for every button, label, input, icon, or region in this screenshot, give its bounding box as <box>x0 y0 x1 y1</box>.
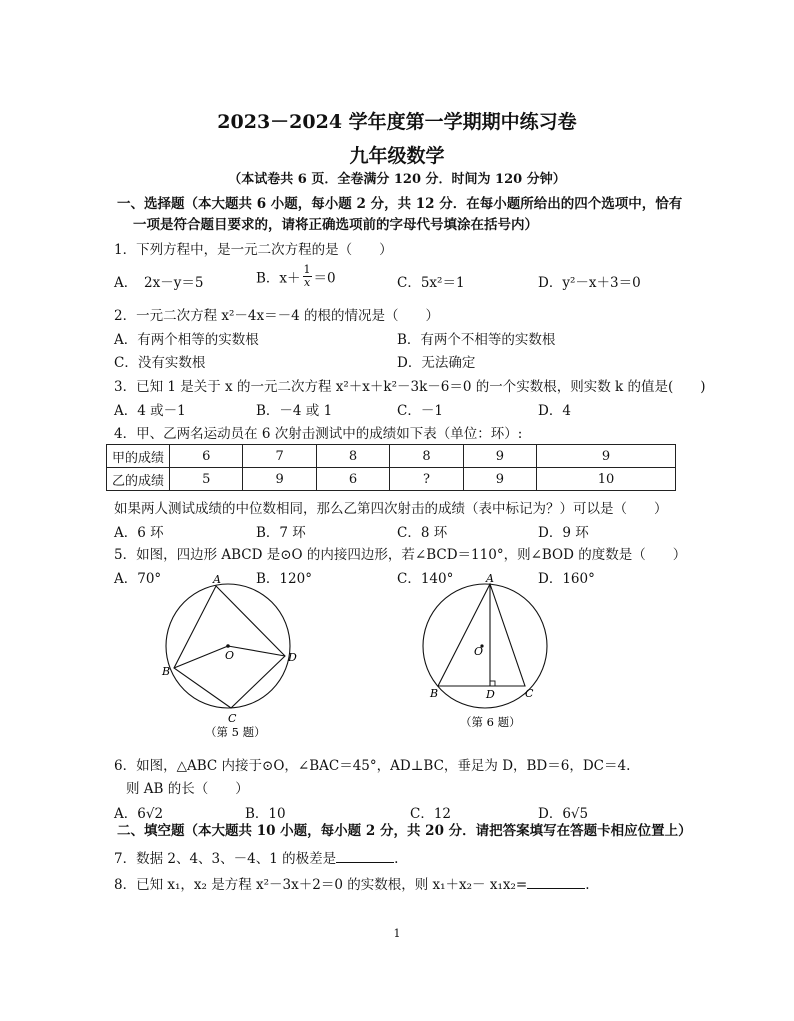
q8-answer-blank[interactable] <box>527 876 585 889</box>
q4-option-a: A．6 环 <box>114 525 164 541</box>
fig6-caption: （第 6 题） <box>460 715 521 729</box>
q3-option-b: B．－4 或 1 <box>256 403 333 419</box>
fig5-label-b: B <box>162 665 171 678</box>
fig6-label-b: B <box>430 687 439 700</box>
q2-option-d: D．无法确定 <box>397 355 476 371</box>
fig6-label-d: D <box>486 688 495 701</box>
q2-option-c: C．没有实数根 <box>114 355 206 371</box>
fig5-label-c: C <box>228 712 237 725</box>
q2-option-b: B．有两个不相等的实数根 <box>397 332 556 348</box>
q1-fraction <box>303 264 312 289</box>
fig6-label-o: O <box>474 645 484 658</box>
q1-option-b <box>256 264 336 289</box>
fig5-label-d: D <box>288 651 297 664</box>
q5-option-c: C．140° <box>397 571 454 587</box>
section1-heading-line1: 一、选择题（本大题共 6 小题，每小题 2 分，共 12 分．在每小题所给出的四个选项中，恰有 <box>117 196 683 212</box>
q2-option-a: A．有两个相等的实数根 <box>114 332 259 348</box>
table-row <box>107 468 676 491</box>
q3-option-a: A．4 或－1 <box>114 403 186 419</box>
fig5-segment-ob <box>174 646 228 668</box>
fig6-label-c: C <box>525 687 534 700</box>
exam-subtitle: 九年级数学 <box>349 145 445 167</box>
figure-5 <box>150 574 320 744</box>
q8 <box>114 873 590 893</box>
q5-stem: 5．如图，四边形 ABCD 是⊙O 的内接四边形，若∠BCD＝110°，则∠BOD 的度数是（ ） <box>114 547 687 563</box>
q6-option-c: C．12 <box>410 806 452 822</box>
table-cell: 8 <box>316 445 389 468</box>
q1-option-b-suffix: ＝0 <box>313 270 336 287</box>
q8-stem: 8．已知 x₁，x₂ 是方程 x²－3x＋2＝0 的实数根，则 x₁＋x₂－ x₁x₂= <box>114 877 528 893</box>
fig5-label-o: O <box>225 649 235 662</box>
table-cell: 6 <box>170 445 243 468</box>
q6-option-a: A．6√2 <box>114 806 164 822</box>
q7-end: . <box>394 851 399 867</box>
q4-option-b: B．7 环 <box>256 525 306 541</box>
fig6-triangle <box>438 584 525 686</box>
table-cell: 8 <box>390 445 463 468</box>
fig6-right-angle-mark <box>490 681 495 686</box>
table-cell: 9 <box>243 468 316 491</box>
table-cell: 10 <box>537 468 676 491</box>
section1-heading-line2: 一项是符合题目要求的，请将正确选项前的字母代号填涂在括号内） <box>133 217 538 233</box>
exam-note: （本试卷共 6 页．全卷满分 120 分．时间为 120 分钟） <box>228 172 566 187</box>
fig5-label-a: A <box>213 574 221 586</box>
exam-title: 2023－2024 学年度第一学期期中练习卷 <box>217 111 577 133</box>
q3-option-d: D．4 <box>538 403 571 419</box>
q1-option-c: C．5x²＝1 <box>397 275 465 291</box>
section2-heading: 二、填空题（本大题共 10 小题，每小题 2 分，共 20 分．请把答案填写在答题卡相应位置上） <box>117 823 692 839</box>
q4-option-c: C．8 环 <box>397 525 448 541</box>
q7 <box>114 847 398 867</box>
q3-stem: 3．已知 1 是关于 x 的一元二次方程 x²＋x＋k²－3k－6＝0 的一个实数根，则实数 k 的值是( ) <box>114 379 706 395</box>
fig6-label-a: A <box>486 572 494 585</box>
q6-option-d: D．6√5 <box>538 806 589 822</box>
q4-question: 如果两人测试成绩的中位数相同，那么乙第四次射击的成绩（表中标记为？）可以是（ ） <box>114 501 668 517</box>
q4-stem: 4．甲、乙两名运动员在 6 次射击测试中的成绩如下表（单位：环）: <box>114 426 523 442</box>
fig5-caption: （第 5 题） <box>205 725 266 739</box>
q1-stem: 1．下列方程中，是一元二次方程的是（ ） <box>114 242 393 258</box>
table-cell: ? <box>390 468 463 491</box>
q1-option-a: A． 2x－y＝5 <box>114 275 204 291</box>
q1-fraction-num: 1 <box>303 263 311 276</box>
table-cell: 9 <box>537 445 676 468</box>
q5-option-b: B．120° <box>256 571 312 587</box>
q8-end: . <box>585 877 590 893</box>
page-number: 1 <box>393 927 401 940</box>
q1-option-d: D．y²－x＋3＝0 <box>538 275 641 291</box>
table-cell: 9 <box>463 445 536 468</box>
table-cell: 9 <box>463 468 536 491</box>
table-cell: 乙的成绩 <box>107 468 170 491</box>
table-cell: 甲的成绩 <box>107 445 170 468</box>
q3-option-c: C．－1 <box>397 403 443 419</box>
fig5-quadrilateral <box>174 586 285 708</box>
figure-6 <box>410 570 570 740</box>
q6-stem-line2: 则 AB 的长（ ） <box>126 781 249 797</box>
table-row <box>107 445 676 468</box>
q4-option-d: D．9 环 <box>538 525 589 541</box>
q1-option-b-prefix: B．x＋ <box>256 270 301 287</box>
q5-option-d: D．160° <box>538 571 595 587</box>
q7-answer-blank[interactable] <box>336 850 394 863</box>
table-cell: 6 <box>316 468 389 491</box>
table-cell: 7 <box>243 445 316 468</box>
q7-stem: 7．数据 2、4、3、－4、1 的极差是 <box>114 851 337 867</box>
fig5-center-dot <box>226 644 230 648</box>
q6-option-b: B．10 <box>245 806 286 822</box>
q5-option-a: A．70° <box>114 571 162 587</box>
q1-fraction-den: x <box>303 276 311 289</box>
q2-stem: 2．一元二次方程 x²－4x＝－4 的根的情况是（ ） <box>114 308 439 324</box>
table-cell: 5 <box>170 468 243 491</box>
q6-stem-line1: 6．如图，△ABC 内接于⊙O，∠BAC＝45°，AD⊥BC，垂足为 D，BD＝6，DC＝4. <box>114 758 631 774</box>
score-table <box>106 444 676 491</box>
